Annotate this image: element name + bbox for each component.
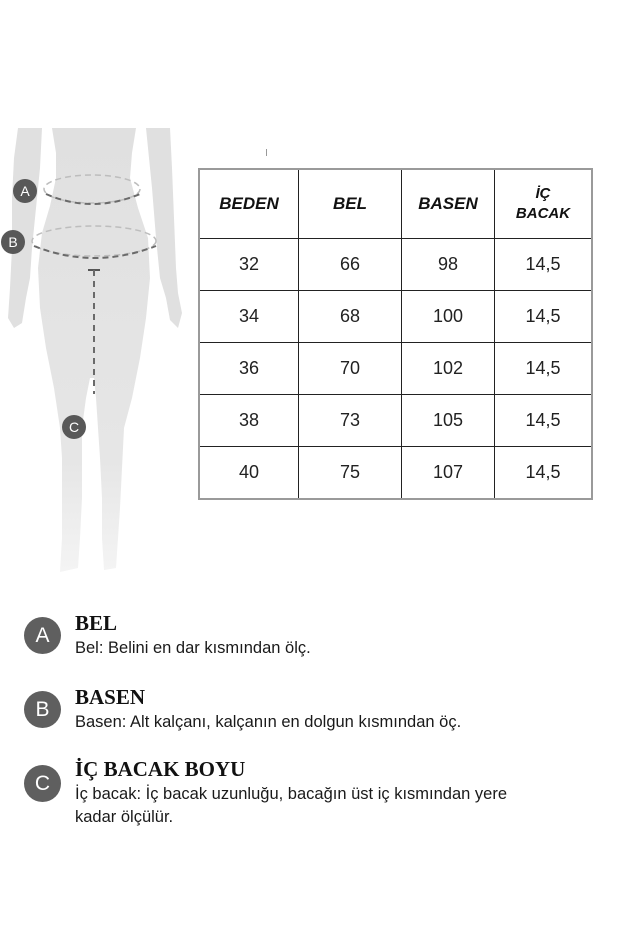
cell-inseam: 14,5	[495, 239, 593, 291]
cell-hip: 100	[402, 291, 495, 343]
cell-size: 32	[199, 239, 299, 291]
body-silhouette-figure	[0, 128, 190, 578]
cell-inseam: 14,5	[495, 395, 593, 447]
header-ic-bacak-line1: İÇ	[535, 185, 551, 202]
cell-waist: 70	[299, 343, 402, 395]
legend-badge-a: A	[24, 617, 61, 654]
cell-size: 40	[199, 447, 299, 500]
cell-waist: 75	[299, 447, 402, 500]
header-bel: BEL	[299, 169, 402, 239]
table-row	[199, 395, 592, 447]
table-header-row	[199, 169, 592, 239]
cell-inseam: 14,5	[495, 291, 593, 343]
legend-title-bel: BEL	[75, 611, 118, 635]
cell-hip: 105	[402, 395, 495, 447]
table-row	[199, 447, 592, 500]
legend-badge-c: C	[24, 765, 61, 802]
cell-waist: 73	[299, 395, 402, 447]
marker-c-badge: C	[62, 415, 86, 439]
cell-waist: 68	[299, 291, 402, 343]
table-row	[199, 291, 592, 343]
legend-title-ic-bacak: İÇ BACAK BOYU	[75, 757, 246, 781]
table-row	[199, 239, 592, 291]
legend-desc-ic-bacak: İç bacak: İç bacak uzunluğu, bacağın üst iç kısmından yere kadar ölçülür.	[75, 785, 507, 826]
cell-hip: 98	[402, 239, 495, 291]
stray-tick-mark	[266, 149, 267, 156]
header-ic-bacak	[495, 169, 593, 239]
cell-waist: 66	[299, 239, 402, 291]
cell-hip: 107	[402, 447, 495, 500]
cell-size: 36	[199, 343, 299, 395]
legend-desc-basen: Basen: Alt kalçanı, kalçanın en dolgun kısmından öç.	[75, 713, 462, 731]
cell-hip: 102	[402, 343, 495, 395]
cell-inseam: 14,5	[495, 447, 593, 500]
header-beden: BEDEN	[199, 169, 299, 239]
header-ic-bacak-line2: BACAK	[515, 205, 571, 222]
size-chart-table	[198, 168, 593, 500]
table-row	[199, 343, 592, 395]
legend-title-basen: BASEN	[75, 685, 146, 709]
cell-size: 34	[199, 291, 299, 343]
marker-a-badge: A	[13, 179, 37, 203]
cell-size: 38	[199, 395, 299, 447]
legend-desc-bel: Bel: Belini en dar kısmından ölç.	[75, 639, 311, 657]
header-basen: BASEN	[402, 169, 495, 239]
cell-inseam: 14,5	[495, 343, 593, 395]
legend-badge-b: B	[24, 691, 61, 728]
marker-b-badge: B	[1, 230, 25, 254]
